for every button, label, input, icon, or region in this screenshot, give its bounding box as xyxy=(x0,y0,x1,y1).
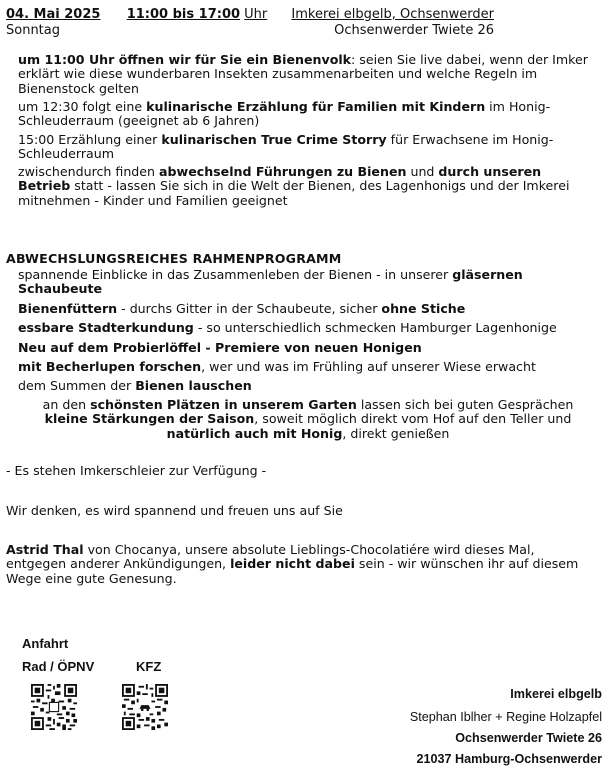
footer-city: 21037 Hamburg-Ochsenwerder xyxy=(416,752,602,766)
event-weekday: Sonntag xyxy=(6,23,60,38)
event-date: 04. Mai 2025 xyxy=(6,7,101,22)
astrid-thal-note: Astrid Thal von Chocanya, unsere absolute Lieblings-Chocolatiére wird dieses Mal, entgegen anderer Ankündigungen, leider nicht dabei sein - wir wünschen ihr auf diesem Wege eine gute Genesung. xyxy=(6,542,579,586)
program-item-fuehrungen: zwischendurch finden abwechselnd Führungen zu Bienen und durch unseren Betrieb statt - lassen Sie sich in die Welt der Bienen, des Lagenhonigs und der Imkerei mitnehmen - Kinder und Familien geeignet xyxy=(18,164,570,208)
rahmen-item-stadterkundung: essbare Stadterkundung - so unterschiedlich schmecken Hamburger Lagenhonige xyxy=(18,320,557,335)
qr-code-icon[interactable] xyxy=(122,684,168,730)
imkerschleier-note: - Es stehen Imkerschleier zur Verfügung - xyxy=(6,463,267,478)
rahmen-item-becherlupen: mit Becherlupen forschen, wer und was im Frühling auf unserer Wiese erwacht xyxy=(18,359,536,374)
rahmen-item-schaubeute: spannende Einblicke in das Zusammenleben der Bienen - in unserer gläsernen Schaubeute xyxy=(18,267,523,297)
rahmen-item-garten: an den schönsten Plätzen in unserem Garten lassen sich bei guten Gesprächen kleine Stärkungen der Saison, soweit möglich direkt vom Hof auf den Teller und natürlich auch mit Honig, direkt genießen xyxy=(42,397,574,441)
event-time-unit: Uhr xyxy=(244,7,268,22)
kfz-label: KFZ xyxy=(136,659,162,674)
event-time: 11:00 bis 17:00 xyxy=(126,7,241,22)
program-item-true-crime: 15:00 Erzählung einer kulinarischen True Crime Storry für Erwachsene im Honig-Schleuderraum xyxy=(18,132,554,162)
rahmen-item-probierloeffel: Neu auf dem Probierlöffel - Premiere von neuen Honigen xyxy=(18,340,422,355)
event-venue: Imkerei elbgelb, Ochsenwerder xyxy=(291,7,494,22)
event-street: Ochsenwerder Twiete 26 xyxy=(334,23,494,38)
qr-code-icon[interactable] xyxy=(31,684,77,730)
footer-company-name: Imkerei elbgelb xyxy=(510,687,602,701)
header-line-1 xyxy=(6,7,267,22)
rahmen-item-summen: dem Summen der Bienen lauschen xyxy=(18,378,252,393)
closing-note: Wir denken, es wird spannend und freuen uns auf Sie xyxy=(6,503,343,518)
program-item-bienenvolk: um 11:00 Uhr öffnen wir für Sie ein Bienenvolk: seien Sie live dabei, wenn der Imker erklärt wie diese wunderbaren Insekten zusammenarbeiten und welche Regeln im Bienenstock gelten xyxy=(18,52,588,96)
rahmenprogramm-heading: ABWECHSLUNGSREICHES RAHMENPROGRAMM xyxy=(6,251,342,266)
program-item-familien: um 12:30 folgt eine kulinarische Erzählung für Familien mit Kindern im Honig-Schleuderraum (geeignet ab 6 Jahren) xyxy=(18,99,551,129)
rad-oepnv-label: Rad / ÖPNV xyxy=(22,659,95,674)
footer-owners: Stephan Iblher + Regine Holzapfel xyxy=(409,710,602,724)
footer-street: Ochsenwerder Twiete 26 xyxy=(455,731,602,745)
rahmen-item-fuettern: Bienenfüttern - durchs Gitter in der Schaubeute, sicher ohne Stiche xyxy=(18,301,466,316)
anfahrt-label: Anfahrt xyxy=(22,636,69,651)
